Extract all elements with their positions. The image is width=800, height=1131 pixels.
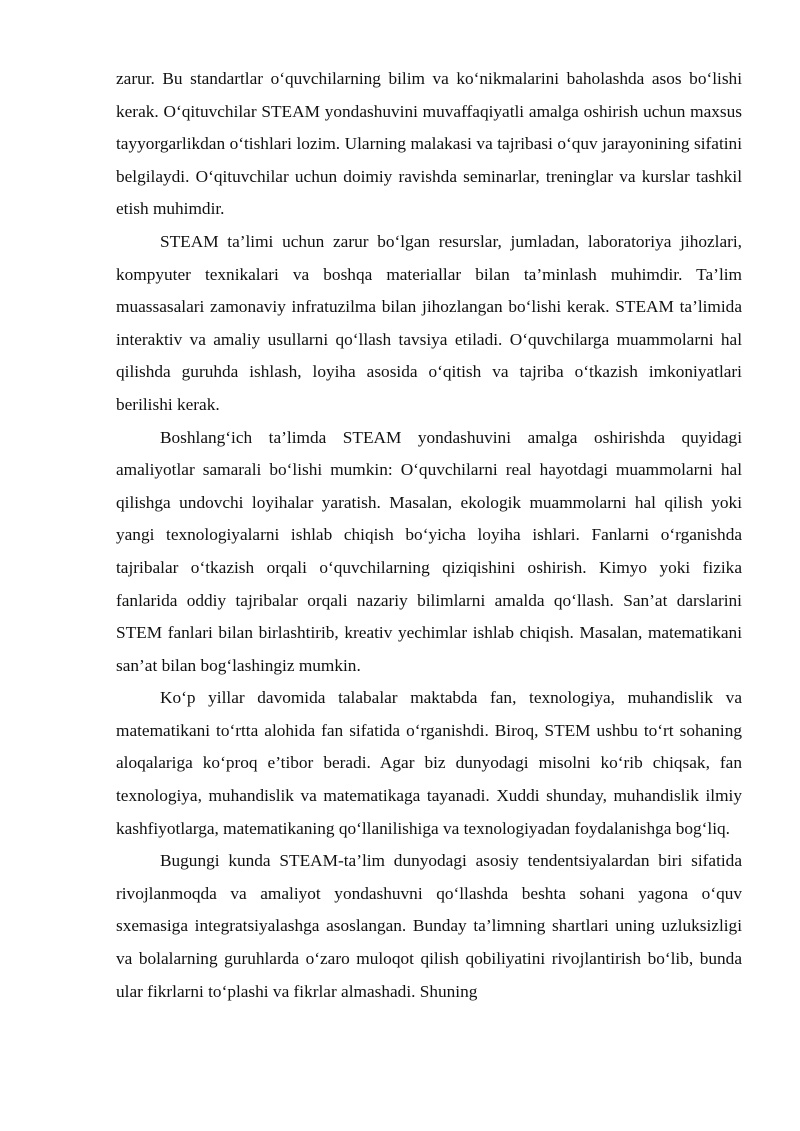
- paragraph-3: Boshlang‘ich ta’limda STEAM yondashuvini amalga oshirishda quyidagi amaliyotlar samarali bo‘lishi mumkin: O‘quvchilarni real hayotdagi muammolarni hal qilishga undovchi loyihalar yaratish. Masalan, ekologik muammolarni hal qilish yoki yangi texnologiyalarni ishlab chiqish bo‘yicha loyiha ishlari. Fanlarni o‘rganishda tajribalar o‘tkazish orqali o‘quvchilarning qiziqishini oshirish. Kimyo yoki fizika fanlarida oddiy tajribalar orqali nazariy bilimlarni amalda qo‘llash. San’at darslarini STEM fanlari bilan birlashtirib, kreativ yechimlar ishlab chiqish. Masalan, matematikani san’at bilan bog‘lashingiz mumkin.: [116, 427, 742, 675]
- document-page: [116, 63, 742, 1008]
- paragraph-5: Bugungi kunda STEAM-ta’lim dunyodagi asosiy tendentsiyalardan biri sifatida rivojlanmoqda va amaliyot yondashuvni qo‘llashda beshta sohani yagona o‘quv sxemasiga integratsiyalashga asoslangan. Bunday ta’limning shartlari uning uzluksizligi va bolalarning guruhlarda o‘zaro muloqot qilish qobiliyatini rivojlantirish bo‘lib, bunda ular fikrlarni to‘plashi va fikrlar almashadi. Shuning: [116, 851, 742, 1001]
- paragraph-2: STEAM ta’limi uchun zarur bo‘lgan resurslar, jumladan, laboratoriya jihozlari, kompyuter texnikalari va boshqa materiallar bilan ta’minlash muhimdir. Ta’lim muassasalari zamonaviy infratuzilma bilan jihozlangan bo‘lishi kerak. STEAM ta’limida interaktiv va amaliy usullarni qo‘llash tavsiya etiladi. O‘quvchilarga muammolarni hal qilishda guruhda ishlash, loyiha asosida o‘qitish va tajriba o‘tkazish imkoniyatlari berilishi kerak.: [116, 231, 742, 414]
- paragraph-1: zarur. Bu standartlar o‘quvchilarning bilim va ko‘nikmalarini baholashda asos bo‘lishi kerak. O‘qituvchilar STEAM yondashuvini muvaffaqiyatli amalga oshirish uchun maxsus tayyorgarlikdan o‘tishlari lozim. Ularning malakasi va tajribasi o‘quv jarayonining sifatini belgilaydi. O‘qituvchilar uchun doimiy ravishda seminarlar, treninglar va kurslar tashkil etish muhimdir.: [116, 69, 742, 219]
- paragraph-4: Ko‘p yillar davomida talabalar maktabda fan, texnologiya, muhandislik va matematikani to‘rtta alohida fan sifatida o‘rganishdi. Biroq, STEM ushbu to‘rt sohaning aloqalariga ko‘proq e’tibor beradi. Agar biz dunyodagi misolni ko‘rib chiqsak, fan texnologiya, muhandislik va matematikaga tayanadi. Xuddi shunday, muhandislik ilmiy kashfiyotlarga, matematikaning qo‘llanilishiga va texnologiyadan foydalanishga bog‘liq.: [116, 688, 742, 838]
